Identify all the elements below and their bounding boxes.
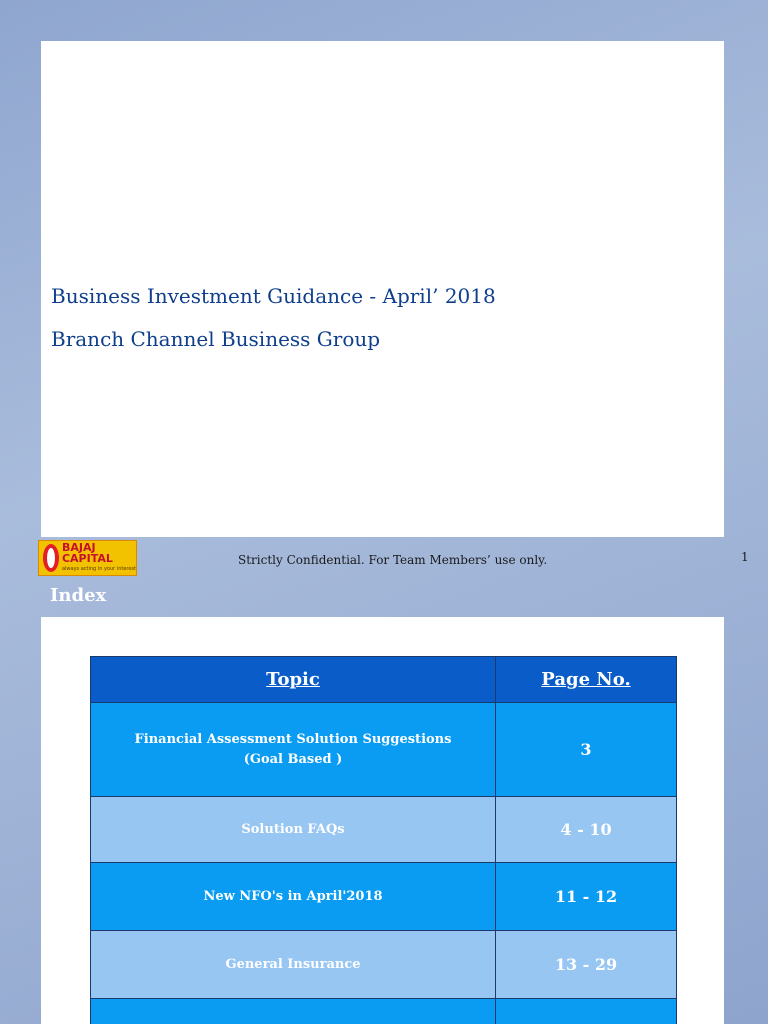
table-header-row: [91, 657, 677, 703]
index-heading: Index: [50, 585, 107, 606]
topic-cell: New NFO's in April'2018: [91, 863, 496, 931]
confidentiality-notice: Strictly Confidential. For Team Members’ use only.: [238, 553, 548, 567]
pages-cell: [496, 999, 677, 1024]
table-row: [91, 863, 677, 931]
table-row: [91, 999, 677, 1024]
document-subtitle: Branch Channel Business Group: [51, 327, 381, 351]
logo-wordmark: [62, 542, 136, 575]
topic-cell: Solution FAQs: [91, 797, 496, 863]
company-logo: [38, 540, 137, 576]
page-number: 1: [741, 550, 749, 564]
pages-cell: 3: [496, 703, 677, 797]
topic-cell: [91, 999, 496, 1024]
header-page-no: Page No.: [496, 657, 677, 703]
index-table: [90, 656, 677, 1024]
logo-tagline: always acting in your interest: [61, 565, 136, 572]
slide-footer: [0, 540, 768, 578]
title-card: [41, 41, 724, 537]
title-block: [51, 275, 496, 361]
table-row: [91, 703, 677, 797]
header-topic: Topic: [91, 657, 496, 703]
logo-emblem-icon: [43, 544, 59, 572]
pages-cell: 4 - 10: [496, 797, 677, 863]
logo-line-2: CAPITAL: [61, 551, 113, 565]
logo-line-1: BAJAJ: [61, 540, 96, 554]
table-row: [91, 931, 677, 999]
document-title: Business Investment Guidance - April’ 2018: [51, 284, 496, 308]
index-card: [41, 617, 724, 1024]
pages-cell: 11 - 12: [496, 863, 677, 931]
topic-cell: General Insurance: [91, 931, 496, 999]
topic-cell: Financial Assessment Solution Suggestions (Goal Based ): [91, 703, 496, 797]
table-row: [91, 797, 677, 863]
pages-cell: 13 - 29: [496, 931, 677, 999]
